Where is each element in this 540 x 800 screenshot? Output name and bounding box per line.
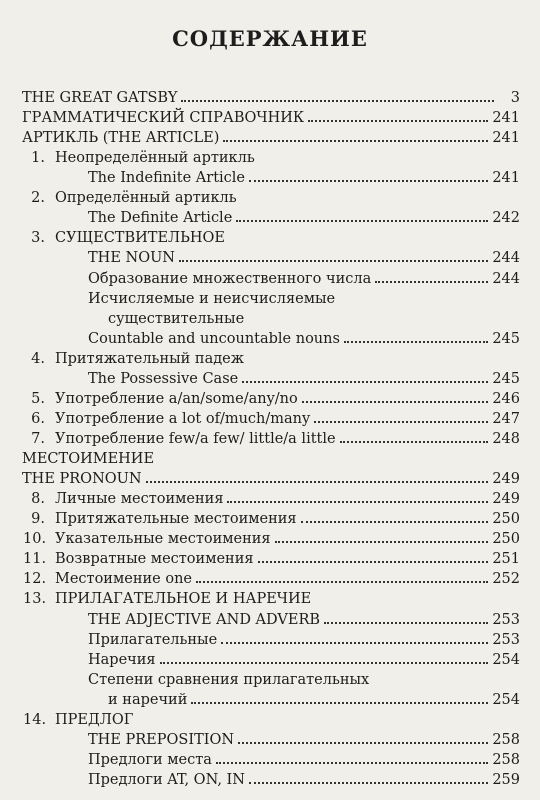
toc-entry[interactable]	[23, 589, 520, 609]
entry-title: Притяжательный падеж	[55, 351, 245, 367]
toc-entry[interactable]	[108, 690, 520, 710]
entry-page-number: 248	[492, 431, 520, 447]
entry-title: Притяжательные местоимения	[55, 511, 297, 527]
toc-entry[interactable]	[23, 710, 520, 730]
entry-title: Указательные местоимения	[55, 531, 271, 547]
entry-title: АРТИКЛЬ (THE ARTICLE)	[22, 130, 220, 146]
entry-title: Употребление a lot of/much/many	[55, 411, 311, 427]
entry-number: 4.	[31, 351, 45, 367]
entry-number: 1.	[31, 150, 45, 166]
entry-page-number: 241	[492, 170, 520, 186]
dot-leader	[344, 340, 488, 343]
toc-entry[interactable]	[22, 108, 520, 128]
entry-title: СУЩЕСТВИТЕЛЬНОЕ	[55, 230, 226, 246]
entry-title: Неопределённый артикль	[55, 150, 255, 166]
toc-entry[interactable]	[23, 509, 520, 529]
entry-page-number: 259	[492, 772, 520, 788]
entry-page-number: 247	[492, 411, 520, 427]
dot-leader	[179, 259, 488, 262]
entry-number: 14.	[23, 712, 47, 728]
dot-leader	[375, 280, 488, 283]
entry-page-number: 245	[492, 331, 520, 347]
entry-page-number: 254	[492, 652, 520, 668]
dot-leader	[340, 440, 489, 443]
entry-number: 8.	[31, 491, 45, 507]
toc-entry[interactable]	[88, 650, 520, 670]
entry-title: ГРАММАТИЧЕСКИЙ СПРАВОЧНИК	[22, 110, 305, 126]
entry-page-number: 253	[492, 632, 520, 648]
entry-page-number: 244	[492, 271, 520, 287]
entry-page-number: 250	[492, 531, 520, 547]
entry-title: Предлоги места	[88, 752, 212, 768]
entry-title: THE NOUN	[88, 250, 175, 266]
entry-title: The Definite Article	[88, 210, 233, 226]
entry-page-number: 244	[492, 250, 520, 266]
entry-page-number: 3	[510, 90, 520, 106]
entry-page-number: 251	[492, 551, 520, 567]
toc-entry[interactable]	[22, 449, 520, 469]
toc-entry[interactable]	[23, 529, 520, 549]
toc-entry[interactable]	[23, 148, 520, 168]
entry-number: 12.	[23, 571, 47, 587]
toc-entry[interactable]	[23, 409, 520, 429]
entry-title: Употребление few/a few/ little/a little	[55, 431, 336, 447]
entry-title: THE PREPOSITION	[88, 732, 235, 748]
dot-leader	[242, 380, 488, 383]
entry-number: 10.	[23, 531, 47, 547]
entry-title: The Indefinite Article	[88, 170, 246, 186]
toc-entry[interactable]	[88, 369, 520, 389]
toc-entry[interactable]	[108, 309, 520, 329]
dot-leader	[191, 701, 488, 704]
entry-title: THE GREAT GATSBY	[22, 90, 178, 106]
dot-leader	[221, 641, 488, 644]
toc-entry[interactable]	[88, 750, 520, 770]
toc-entry[interactable]	[88, 208, 520, 228]
toc-entry[interactable]	[23, 549, 520, 569]
entry-title: Степени сравнения прилагательных	[88, 672, 370, 688]
toc-entry[interactable]	[88, 770, 520, 790]
entry-title: Прилагательные	[88, 632, 218, 648]
dot-leader	[302, 400, 489, 403]
dot-leader	[249, 179, 488, 182]
entry-page-number: 258	[492, 732, 520, 748]
entry-page-number: 250	[492, 511, 520, 527]
entry-title: Исчисляемые и неисчисляемые	[88, 291, 336, 307]
toc-entry[interactable]	[88, 168, 520, 188]
entry-page-number: 258	[492, 752, 520, 768]
dot-leader	[308, 119, 488, 122]
toc-entry[interactable]	[88, 248, 520, 268]
toc-entry[interactable]	[23, 569, 520, 589]
toc-entry[interactable]	[23, 429, 520, 449]
toc-entry[interactable]	[22, 128, 520, 148]
dot-leader	[238, 741, 488, 744]
entry-title: THE ADJECTIVE AND ADVERB	[88, 612, 321, 628]
dot-leader	[160, 661, 489, 664]
entry-title: THE PRONOUN	[22, 471, 142, 487]
entry-title: Countable and uncountable nouns	[88, 331, 340, 347]
toc-entry[interactable]	[88, 630, 520, 650]
toc-entry[interactable]	[22, 469, 520, 489]
dot-leader	[301, 520, 489, 523]
dot-leader	[275, 540, 489, 543]
entry-number: 9.	[31, 511, 45, 527]
toc-entry[interactable]	[23, 188, 520, 208]
toc-entry[interactable]	[23, 228, 520, 248]
dot-leader	[324, 621, 488, 624]
dot-leader	[314, 420, 488, 423]
toc-entry[interactable]	[23, 349, 520, 369]
entry-title: Определённый артикль	[55, 190, 237, 206]
page-title: СОДЕРЖАНИЕ	[172, 26, 368, 51]
entry-page-number: 249	[492, 471, 520, 487]
toc-entry[interactable]	[88, 610, 520, 630]
entry-page-number: 253	[492, 612, 520, 628]
dot-leader	[236, 219, 488, 222]
entry-number: 5.	[31, 391, 45, 407]
toc-entry[interactable]	[88, 670, 520, 690]
entry-page-number: 242	[492, 210, 520, 226]
toc-entry[interactable]	[88, 329, 520, 349]
toc-entry[interactable]	[88, 269, 520, 289]
entry-title: ПРИЛАГАТЕЛЬНОЕ И НАРЕЧИЕ	[55, 591, 312, 607]
dot-leader	[181, 99, 494, 102]
entry-page-number: 249	[492, 491, 520, 507]
toc-entry[interactable]	[22, 88, 520, 108]
entry-title: Употребление a/an/some/any/no	[55, 391, 298, 407]
entry-page-number: 241	[492, 110, 520, 126]
toc-entry[interactable]	[23, 389, 520, 409]
entry-title: существительные	[108, 311, 245, 327]
entry-page-number: 252	[492, 571, 520, 587]
entry-title: ПРЕДЛОГ	[55, 712, 134, 728]
entry-number: 11.	[23, 551, 47, 567]
dot-leader	[196, 580, 488, 583]
entry-title: Образование множественного числа	[88, 271, 372, 287]
entry-title: МЕСТОИМЕНИЕ	[22, 451, 155, 467]
toc-entry[interactable]	[23, 489, 520, 509]
entry-title: Наречия	[88, 652, 156, 668]
entry-number: 7.	[31, 431, 45, 447]
dot-leader	[223, 139, 488, 142]
dot-leader	[249, 781, 488, 784]
entry-page-number: 241	[492, 130, 520, 146]
toc-entry[interactable]	[88, 730, 520, 750]
entry-page-number: 246	[492, 391, 520, 407]
dot-leader	[227, 500, 488, 503]
entry-title: Предлоги AT, ON, IN	[88, 772, 245, 788]
dot-leader	[216, 761, 488, 764]
entry-title: Личные местоимения	[55, 491, 224, 507]
entry-title: Местоимение one	[55, 571, 192, 587]
entry-title: The Possessive Case	[88, 371, 239, 387]
entry-page-number: 245	[492, 371, 520, 387]
entry-number: 6.	[31, 411, 45, 427]
toc-entry[interactable]	[88, 289, 520, 309]
dot-leader	[146, 480, 489, 483]
entry-title: и наречий	[108, 692, 188, 708]
entry-page-number: 254	[492, 692, 520, 708]
dot-leader	[258, 560, 489, 563]
entry-number: 13.	[23, 591, 47, 607]
entry-title: Возвратные местоимения	[55, 551, 254, 567]
entry-number: 3.	[31, 230, 45, 246]
entry-number: 2.	[31, 190, 45, 206]
